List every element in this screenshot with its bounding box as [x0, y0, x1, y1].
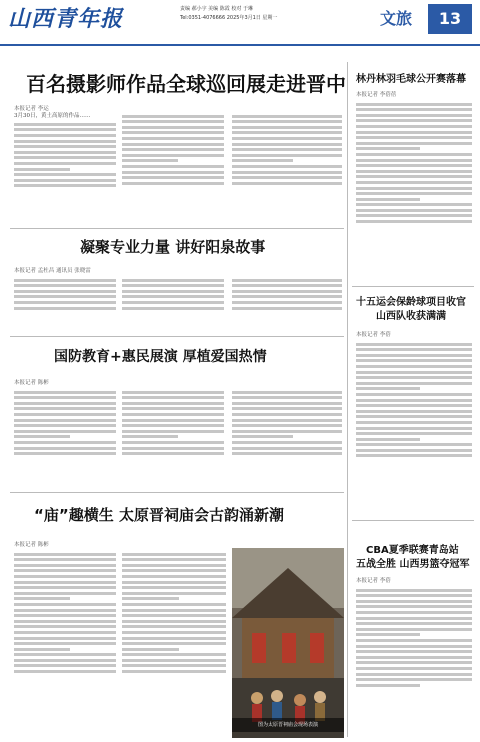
- text-line: [122, 413, 224, 416]
- article-headline: 凝聚专业力量 讲好阳泉故事: [80, 238, 266, 256]
- text-line: [122, 143, 224, 146]
- text-line: [356, 198, 420, 201]
- text-line: [122, 648, 179, 651]
- article-body: [14, 550, 116, 736]
- text-line: [356, 399, 472, 402]
- text-line: [14, 391, 116, 394]
- text-line: [232, 307, 342, 310]
- headline-line-2: 山西队收获满满: [376, 311, 446, 322]
- text-line: [356, 119, 472, 122]
- text-line: [122, 586, 226, 589]
- text-line: [14, 295, 116, 298]
- article-body: [356, 340, 472, 516]
- text-line: [122, 558, 226, 561]
- text-line: [122, 295, 224, 298]
- text-line: [356, 421, 472, 424]
- text-line: [356, 209, 472, 212]
- text-line: [356, 170, 472, 173]
- text-line: [356, 103, 472, 106]
- headline-line-1: 十五运会保龄球项目收官: [356, 297, 466, 308]
- text-line: [356, 454, 472, 457]
- text-line: [14, 614, 116, 617]
- text-line: [356, 589, 472, 592]
- text-line: [122, 659, 226, 662]
- article-headline: 百名摄影师作品全球巡回展走进晋中: [26, 72, 346, 96]
- text-line: [122, 290, 224, 293]
- article-body: [122, 276, 224, 332]
- text-line: [14, 402, 116, 405]
- text-line: [14, 156, 116, 159]
- masthead-date: Tel:0351-4076666 2025年3月1日 星期一: [180, 15, 278, 21]
- text-line: [122, 419, 224, 422]
- text-line: [14, 284, 116, 287]
- text-line: [232, 413, 342, 416]
- text-line: [14, 553, 116, 556]
- text-line: [356, 633, 420, 636]
- newspaper-logo: 山西青年报: [8, 6, 124, 32]
- text-line: [356, 153, 472, 156]
- text-line: [14, 452, 116, 455]
- text-line: [232, 115, 342, 118]
- text-line: [356, 343, 472, 346]
- text-line: [14, 586, 116, 589]
- text-line: [356, 142, 472, 145]
- article-body: [122, 112, 224, 224]
- text-line: [122, 159, 178, 162]
- text-line: [122, 171, 224, 174]
- text-line: [356, 147, 420, 150]
- page-number: 13: [428, 4, 472, 34]
- temple-fair-photo: [232, 548, 344, 738]
- text-line: [356, 187, 472, 190]
- text-line: [356, 393, 472, 396]
- text-line: [122, 581, 226, 584]
- text-line: [14, 407, 116, 410]
- article-lead: 3月30日，黄土高原的作品……: [14, 113, 91, 119]
- text-line: [122, 664, 226, 667]
- article-body: [122, 550, 226, 736]
- text-line: [356, 432, 472, 435]
- text-line: [14, 569, 116, 572]
- text-line: [14, 581, 116, 584]
- text-line: [122, 670, 226, 673]
- text-line: [14, 648, 70, 651]
- text-line: [14, 307, 116, 310]
- text-line: [14, 637, 116, 640]
- article-byline: 本报记者 李蓓蓓: [356, 92, 397, 98]
- text-line: [356, 354, 472, 357]
- text-line: [14, 664, 116, 667]
- text-line: [356, 678, 472, 681]
- text-line: [356, 684, 420, 687]
- text-line: [122, 609, 226, 612]
- text-line: [356, 438, 420, 441]
- text-line: [14, 625, 116, 628]
- text-line: [122, 176, 224, 179]
- text-line: [232, 131, 342, 134]
- text-line: [356, 108, 472, 111]
- text-line: [232, 290, 342, 293]
- text-line: [232, 441, 342, 444]
- text-line: [14, 179, 116, 182]
- text-line: [356, 359, 472, 362]
- temple-fair-photo-graphic: [232, 548, 344, 738]
- article-byline: 本报记者 李蓓: [356, 332, 391, 338]
- text-line: [122, 148, 224, 151]
- text-line: [356, 410, 472, 413]
- article-body: [232, 388, 342, 488]
- text-line: [356, 131, 472, 134]
- text-line: [356, 164, 472, 167]
- masthead-editors: 责编 郝小宇 美编 陈霞 校对 于琳: [180, 6, 253, 12]
- text-line: [14, 642, 116, 645]
- article-divider: [352, 520, 474, 521]
- text-line: [232, 143, 342, 146]
- article-body: [232, 112, 342, 224]
- article-headline: [356, 296, 466, 324]
- text-line: [232, 419, 342, 422]
- text-line: [122, 631, 226, 634]
- text-line: [14, 145, 116, 148]
- text-line: [122, 620, 226, 623]
- text-line: [232, 165, 342, 168]
- text-line: [232, 301, 342, 304]
- text-line: [14, 151, 116, 154]
- article-byline: 本报记者 陈彬: [14, 542, 49, 548]
- text-line: [14, 140, 116, 143]
- text-line: [122, 553, 226, 556]
- text-line: [232, 182, 342, 185]
- text-line: [122, 441, 224, 444]
- article-byline: 本报记者 孟杜昌 通讯员 张晓雷: [14, 268, 91, 274]
- text-line: [14, 435, 70, 438]
- text-line: [356, 159, 472, 162]
- article-byline: 本报记者 陈彬: [14, 380, 49, 386]
- headline-line-1: CBA夏季联赛青岛站: [366, 545, 459, 556]
- text-line: [356, 114, 472, 117]
- text-line: [14, 670, 116, 673]
- article-divider: [352, 286, 474, 287]
- text-line: [122, 430, 224, 433]
- text-line: [14, 631, 116, 634]
- text-line: [14, 592, 116, 595]
- article-byline: 本报记者 李蓓: [356, 578, 391, 584]
- text-line: [122, 435, 178, 438]
- article-body: [14, 276, 116, 332]
- text-line: [122, 653, 226, 656]
- text-line: [356, 382, 472, 385]
- text-line: [232, 279, 342, 282]
- text-line: [14, 123, 116, 126]
- text-line: [14, 441, 116, 444]
- text-line: [356, 667, 472, 670]
- text-line: [356, 387, 420, 390]
- text-line: [122, 424, 224, 427]
- text-line: [122, 182, 224, 185]
- text-line: [356, 220, 472, 223]
- text-line: [14, 659, 116, 662]
- article-body: [356, 100, 472, 282]
- text-line: [122, 126, 224, 129]
- text-line: [232, 447, 342, 450]
- text-line: [14, 173, 116, 176]
- text-line: [122, 597, 179, 600]
- text-line: [356, 443, 472, 446]
- text-line: [14, 653, 116, 656]
- text-line: [122, 402, 224, 405]
- article-headline: “庙”趣横生 太原晋祠庙会古韵涌新潮: [34, 506, 284, 524]
- text-line: [232, 120, 342, 123]
- text-line: [356, 203, 472, 206]
- text-line: [14, 396, 116, 399]
- text-line: [122, 115, 224, 118]
- text-line: [122, 154, 224, 157]
- text-line: [14, 301, 116, 304]
- text-line: [122, 603, 226, 606]
- text-line: [356, 617, 472, 620]
- text-line: [122, 592, 226, 595]
- text-line: [232, 452, 342, 455]
- text-line: [356, 404, 472, 407]
- text-line: [14, 609, 116, 612]
- text-line: [14, 134, 116, 137]
- article-headline: 国防教育+惠民展演 厚植爱国热情: [54, 349, 267, 365]
- text-line: [356, 175, 472, 178]
- text-line: [232, 430, 342, 433]
- text-line: [356, 415, 472, 418]
- text-line: [356, 650, 472, 653]
- text-line: [356, 594, 472, 597]
- text-line: [14, 447, 116, 450]
- text-line: [232, 391, 342, 394]
- text-line: [356, 673, 472, 676]
- text-line: [122, 137, 224, 140]
- text-line: [232, 159, 293, 162]
- text-line: [122, 131, 224, 134]
- text-line: [14, 162, 116, 165]
- text-line: [122, 120, 224, 123]
- text-line: [356, 656, 472, 659]
- text-line: [232, 137, 342, 140]
- text-line: [14, 290, 116, 293]
- text-line: [122, 637, 226, 640]
- text-line: [232, 171, 342, 174]
- text-line: [356, 427, 472, 430]
- article-body: [14, 388, 116, 488]
- text-line: [14, 184, 116, 187]
- text-line: [14, 575, 116, 578]
- text-line: [356, 181, 472, 184]
- photo-caption: 图为太原晋祠庙会现场表演: [232, 718, 344, 732]
- text-line: [122, 165, 224, 168]
- text-line: [14, 620, 116, 623]
- text-line: [122, 407, 224, 410]
- text-line: [232, 424, 342, 427]
- text-line: [14, 279, 116, 282]
- text-line: [122, 447, 224, 450]
- text-line: [356, 661, 472, 664]
- text-line: [356, 214, 472, 217]
- text-line: [356, 192, 472, 195]
- text-line: [356, 611, 472, 614]
- text-line: [122, 614, 226, 617]
- article-body: [232, 276, 342, 332]
- masthead-info: [180, 5, 277, 23]
- text-line: [122, 575, 226, 578]
- text-line: [122, 279, 224, 282]
- headline-line-2: 五战全胜 山西男篮夺冠军: [356, 559, 470, 570]
- text-line: [122, 642, 226, 645]
- text-line: [356, 605, 472, 608]
- text-line: [356, 645, 472, 648]
- column-divider: [347, 62, 348, 737]
- text-line: [122, 301, 224, 304]
- text-line: [356, 371, 472, 374]
- article-body: [122, 388, 224, 488]
- text-line: [356, 348, 472, 351]
- text-line: [232, 154, 342, 157]
- text-line: [356, 449, 472, 452]
- article-headline: [356, 544, 469, 572]
- text-line: [122, 569, 226, 572]
- text-line: [122, 625, 226, 628]
- article-headline: 林丹林羽毛球公开赛落幕: [356, 74, 466, 85]
- text-line: [14, 168, 70, 171]
- text-line: [14, 424, 116, 427]
- text-line: [356, 600, 472, 603]
- text-line: [356, 365, 472, 368]
- text-line: [356, 376, 472, 379]
- text-line: [232, 284, 342, 287]
- article-body: [356, 586, 472, 736]
- text-line: [14, 597, 70, 600]
- text-line: [122, 452, 224, 455]
- text-line: [14, 128, 116, 131]
- section-name: 文旅: [380, 9, 413, 28]
- text-line: [122, 564, 226, 567]
- text-line: [14, 419, 116, 422]
- text-line: [232, 295, 342, 298]
- article-divider: [10, 492, 344, 493]
- text-line: [232, 407, 342, 410]
- text-line: [232, 396, 342, 399]
- text-line: [232, 176, 342, 179]
- text-line: [14, 603, 116, 606]
- text-line: [356, 639, 472, 642]
- text-line: [122, 396, 224, 399]
- text-line: [122, 307, 224, 310]
- text-line: [122, 284, 224, 287]
- text-line: [14, 564, 116, 567]
- text-line: [232, 148, 342, 151]
- text-line: [356, 125, 472, 128]
- text-line: [14, 413, 116, 416]
- masthead: [0, 0, 480, 46]
- text-line: [232, 402, 342, 405]
- article-body: [14, 112, 116, 224]
- text-line: [232, 126, 342, 129]
- text-line: [232, 435, 293, 438]
- text-line: [356, 628, 472, 631]
- article-divider: [10, 336, 344, 337]
- article-divider: [10, 228, 344, 229]
- text-line: [356, 622, 472, 625]
- text-line: [14, 430, 116, 433]
- article-byline: 本报记者 李运: [14, 106, 49, 112]
- text-line: [356, 136, 472, 139]
- text-line: [122, 391, 224, 394]
- text-line: [14, 558, 116, 561]
